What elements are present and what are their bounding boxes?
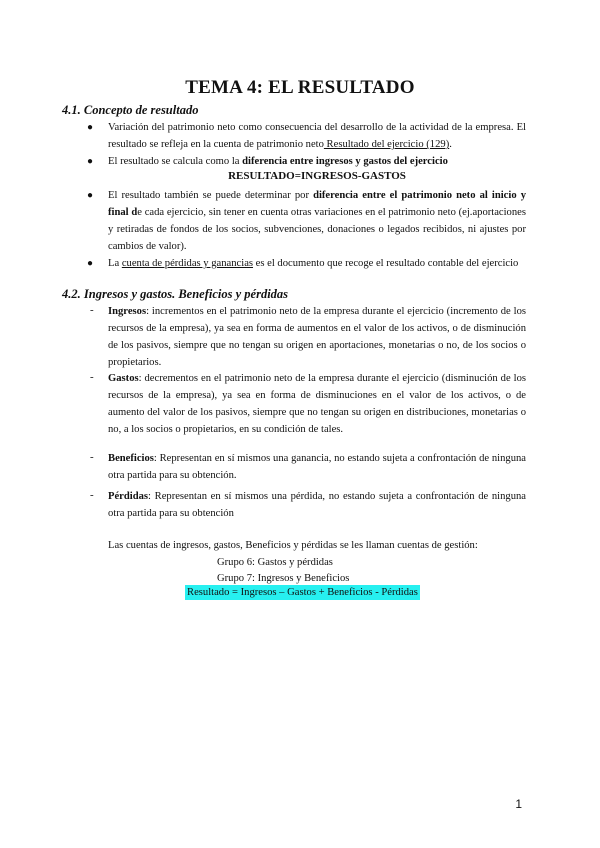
group-7-line: Grupo 7: Ingresos y Beneficios [217, 573, 350, 584]
bullet-paragraph-4: La cuenta de pérdidas y ganancias es el documento que recoge el resultado contable del ejercicio [108, 258, 519, 269]
definition-gastos: Gastos: decrementos en el patrimonio neto de la empresa durante el ejercicio (disminución de los recursos de la empresa), ya sea en forma de disminuciones en el valor de los activos, o de aumento del valor de los pasivos, siempre que no tengan su origen en distribuciones, monetarias o no, a los socios o propietarios, en su condición de tales. [108, 373, 526, 435]
bullet-icon: ● [87, 190, 94, 201]
section-heading-concepto: 4.1. Concepto de resultado [62, 103, 199, 117]
bullet-icon: ● [87, 258, 94, 269]
definition-beneficios: Beneficios: Representan en sí mismos una ganancia, no estando sujeta a confrontación de ninguna otra partida para su obtención. [108, 453, 526, 481]
dash-marker: - [90, 451, 94, 463]
dash-marker: - [90, 489, 94, 501]
bullet-paragraph-1: Variación del patrimonio neto como consecuencia del desarrollo de la actividad de la empresa. El resultado se refleja en la cuenta de patrimonio neto Resultado del ejercicio (129). [108, 122, 526, 150]
account-reference: Resultado del ejercicio (129) [323, 139, 450, 150]
bullet-icon: ● [87, 156, 94, 167]
highlighted-result-formula: Resultado = Ingresos – Gastos + Beneficios - Pérdidas [187, 587, 418, 598]
section-heading-ingresos-gastos: 4.2. Ingresos y gastos. Beneficios y pérdidas [62, 287, 289, 301]
dash-marker: - [90, 304, 94, 316]
result-formula: RESULTADO=INGRESOS-GASTOS [228, 170, 406, 182]
dash-marker: - [90, 371, 94, 383]
bullet-paragraph-3: El resultado también se puede determinar por diferencia entre el patrimonio neto al inicio y final de cada ejercicio, sin tener en cuenta otras variaciones en el patrimonio neto (ej.aportaciones y retiradas de fondos de los socios, subvenciones, donaciones o legados recibidos, ni ajustes por cambios de valor). [108, 190, 526, 252]
definition-ingresos: Ingresos: incrementos en el patrimonio neto de la empresa durante el ejercicio (incremento de los recursos de la empresa), ya sea en forma de aumentos en el valor de los activos, o de disminución de los pasivos, siempre que no tengan su origen en aportaciones, monetarias o no, de los socios o propietarios. [108, 306, 526, 368]
page-title: TEMA 4: EL RESULTADO [185, 77, 415, 98]
definition-perdidas: Pérdidas: Representan en sí mismos una pérdida, no estando sujeta a confrontación de ninguna otra partida para su obtención [108, 491, 526, 519]
page-number: 1 [515, 797, 522, 811]
management-accounts-note: Las cuentas de ingresos, gastos, Beneficios y pérdidas se les llaman cuentas de gestión: [108, 540, 478, 551]
income-statement-reference: cuenta de pérdidas y ganancias [121, 258, 254, 269]
bullet-paragraph-2: El resultado se calcula como la diferencia entre ingresos y gastos del ejercicio [108, 156, 448, 167]
group-6-line: Grupo 6: Gastos y pérdidas [217, 557, 333, 568]
bullet-icon: ● [87, 122, 94, 133]
